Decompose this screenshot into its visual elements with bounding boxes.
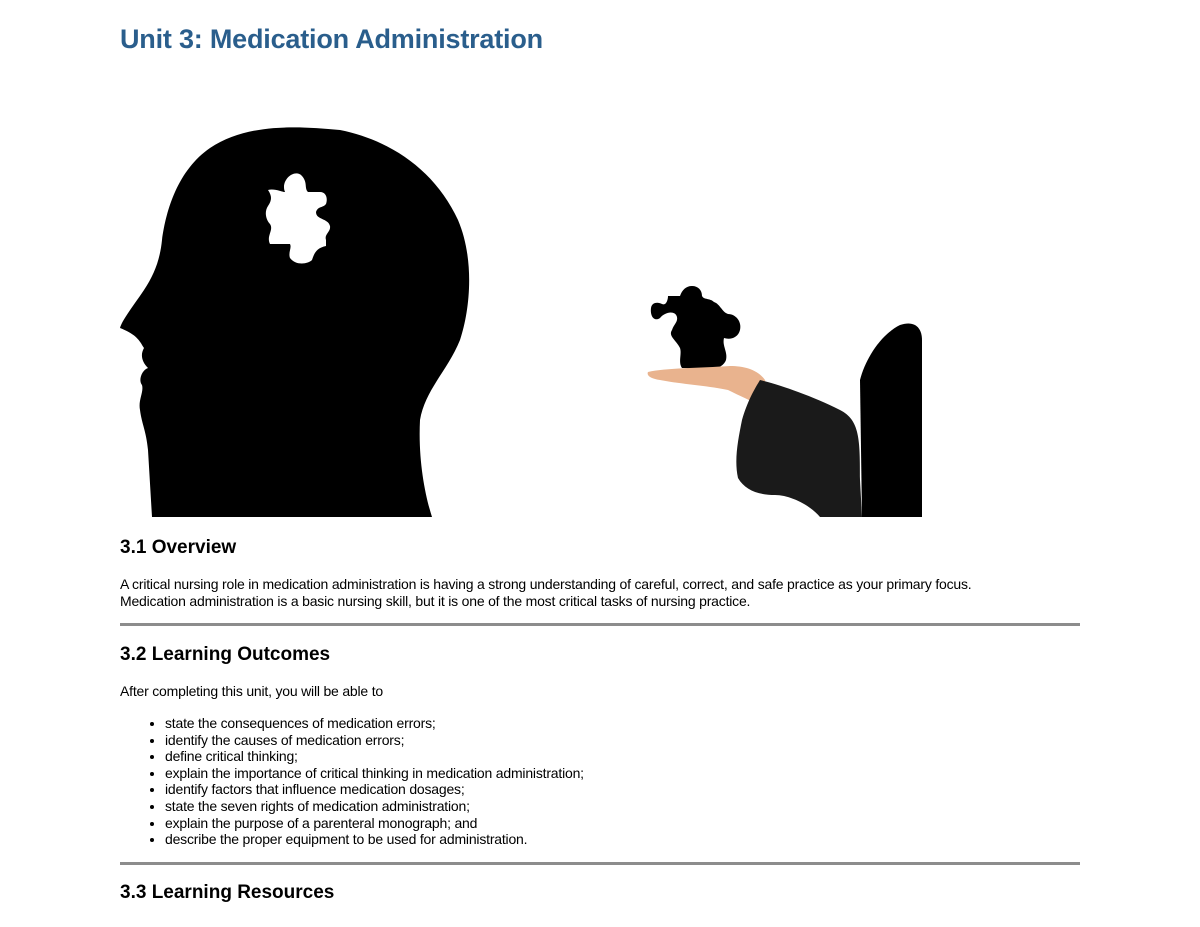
list-item: • identify the causes of medication errors; <box>165 732 584 749</box>
learning-outcomes-intro: After completing this unit, you will be able to <box>120 683 383 699</box>
hero-illustration <box>120 100 930 520</box>
head-silhouette-icon <box>120 127 469 517</box>
overview-heading: 3.1 Overview <box>120 537 237 558</box>
list-item: • state the seven rights of medication administration; <box>165 798 584 815</box>
overview-paragraph <box>120 576 971 610</box>
learning-outcomes-list <box>120 715 584 848</box>
list-item: • explain the importance of critical thinking in medication administration; <box>165 765 584 782</box>
learning-outcomes-heading: 3.2 Learning Outcomes <box>120 644 331 665</box>
overview-line-2: Medication administration is a basic nursing skill, but it is one of the most critical tasks of nursing practice. <box>120 593 751 609</box>
list-item: • define critical thinking; <box>165 748 584 765</box>
list-item: • state the consequences of medication errors; <box>165 715 584 732</box>
overview-line-1: A critical nursing role in medication administration is having a strong understanding of careful, correct, and safe practice as your primary focus. <box>120 576 972 592</box>
list-item: • identify factors that influence medication dosages; <box>165 781 584 798</box>
list-item: • explain the purpose of a parenteral monograph; and <box>165 815 584 832</box>
unit-title: Unit 3: Medication Administration <box>120 24 543 54</box>
section-divider <box>120 862 1080 865</box>
hand-with-puzzle-piece-icon <box>648 286 922 517</box>
learning-resources-heading: 3.3 Learning Resources <box>120 882 335 903</box>
section-divider <box>120 623 1080 626</box>
list-item: • describe the proper equipment to be used for administration. <box>165 831 584 848</box>
